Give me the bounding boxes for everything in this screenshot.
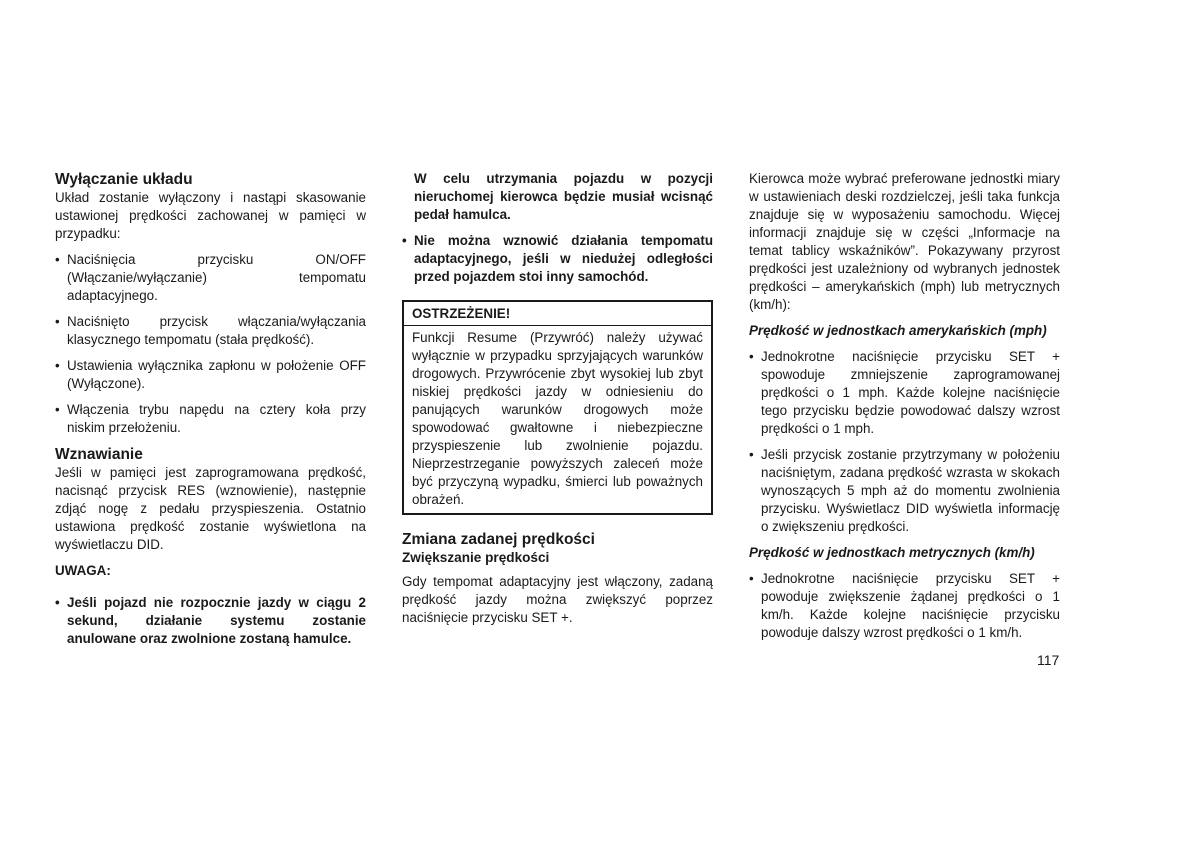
units-intro: Kierowca może wybrać preferowane jednostki miary w ustawieniach deski rozdzielczej, jeśli taka funkcja znajduje się w wyposażeniu samochodu. Więcej informacji znajduje się w części „Informacje na temat tablicy wskaźników”. Pokazywany przyrost prędkości jest uzależniony od wybranych jednostek prędkości – amerykańskich (mph) lub metrycznych (km/h): <box>749 171 1060 312</box>
list-item: • Jednokrotne naciśnięcie przycisku SET + spowoduje zmniejszenie zaprogramowanej prędkości o 1 mph. Każde kolejne naciśnięcie tego przycisku będzie powodować dalszy wzrost prędkości o 1 mph. <box>749 348 1060 438</box>
column-middle <box>402 170 713 627</box>
column-right <box>749 170 1060 642</box>
metric-units-list <box>749 570 1060 642</box>
list-item: • Włączenia trybu napędu na cztery koła przy niskim przełożeniu. <box>55 401 366 437</box>
section-heading-resume: Wznawianie <box>55 446 143 463</box>
us-units-heading: Prędkość w jednostkach amerykańskich (mph) <box>749 323 1047 338</box>
note-item: • Jeśli pojazd nie rozpocznie jazdy w ciągu 2 sekund, działanie systemu zostanie anulowane oraz zwolnione zostaną hamulce. <box>55 594 366 648</box>
warning-box <box>402 300 713 515</box>
list-item: • Naciśnięto przycisk włączania/wyłączania klasycznego tempomatu (stała prędkość). <box>55 313 366 349</box>
list-item: • Ustawienia wyłącznika zapłonu w położenie OFF (Wyłączone). <box>55 357 366 393</box>
metric-units-heading: Prędkość w jednostkach metrycznych (km/h) <box>749 545 1035 560</box>
subheading-increase-speed: Zwiększanie prędkości <box>402 550 550 565</box>
disable-list <box>55 251 366 437</box>
list-item: • Naciśnięcia przycisku ON/OFF (Włączanie/wyłączanie) tempomatu adaptacyjnego. <box>55 251 366 305</box>
section-heading-change-speed: Zmiana zadanej prędkości <box>402 531 595 548</box>
note-list <box>55 594 366 648</box>
list-item: • Jednokrotne naciśnięcie przycisku SET + powoduje zwiększenie żądanej prędkości o 1 km/h. Każde kolejne naciśnięcie przycisku powoduje dalszy wzrost prędkości o 1 km/h. <box>749 570 1060 642</box>
note-list-cont <box>402 232 713 286</box>
us-units-list <box>749 348 1060 536</box>
note-item: • Nie można wznowić działania tempomatu adaptacyjnego, jeśli w niedużej odległości przed pojazdem stoi inny samochód. <box>402 232 713 286</box>
page-number: 117 <box>1037 652 1060 668</box>
resume-text: Jeśli w pamięci jest zaprogramowana prędkość, nacisnąć przycisk RES (wznowienie), następnie zdjąć nogę z pedału przyspieszenia. Ostatnio ustawiona prędkość zostanie wyświetlona na wyświetlaczu DID. <box>55 465 366 552</box>
section-heading-disable: Wyłączanie układu <box>55 171 193 188</box>
column-left <box>55 170 366 648</box>
disable-intro: Układ zostanie wyłączony i nastąpi skasowanie ustawionej prędkości zachowanej w pamięci w przypadku: <box>55 190 366 241</box>
note-continuation: W celu utrzymania pojazdu w pozycji nieruchomej kierowca będzie musiał wcisnąć pedał hamulca. <box>414 171 713 222</box>
warning-title: OSTRZEŻENIE! <box>404 302 711 326</box>
increase-speed-text: Gdy tempomat adaptacyjny jest włączony, zadaną prędkość jazdy można zwiększyć poprzez naciśnięcie przycisku SET +. <box>402 574 713 625</box>
warning-body: Funkcji Resume (Przywróć) należy używać wyłącznie w przypadku sprzyjających warunków drogowych. Przywrócenie zbyt wysokiej lub zbyt niskiej prędkości jazdy w odniesieniu do panujących warunków drogowych może spowodować gwałtowne i niebezpieczne przyspieszenie lub zwolnienie pojazdu. Nieprzestrzeganie powyższych zaleceń może być przyczyną wypadku, śmierci lub poważnych obrażeń. <box>412 330 703 507</box>
note-label: UWAGA: <box>55 563 111 578</box>
list-item: • Jeśli przycisk zostanie przytrzymany w położeniu naciśniętym, zadana prędkość wzrasta w skokach wynoszących 5 mph aż do momentu zwolnienia przycisku. Wyświetlacz DID wyświetla informację o zwiększeniu prędkości. <box>749 446 1060 536</box>
